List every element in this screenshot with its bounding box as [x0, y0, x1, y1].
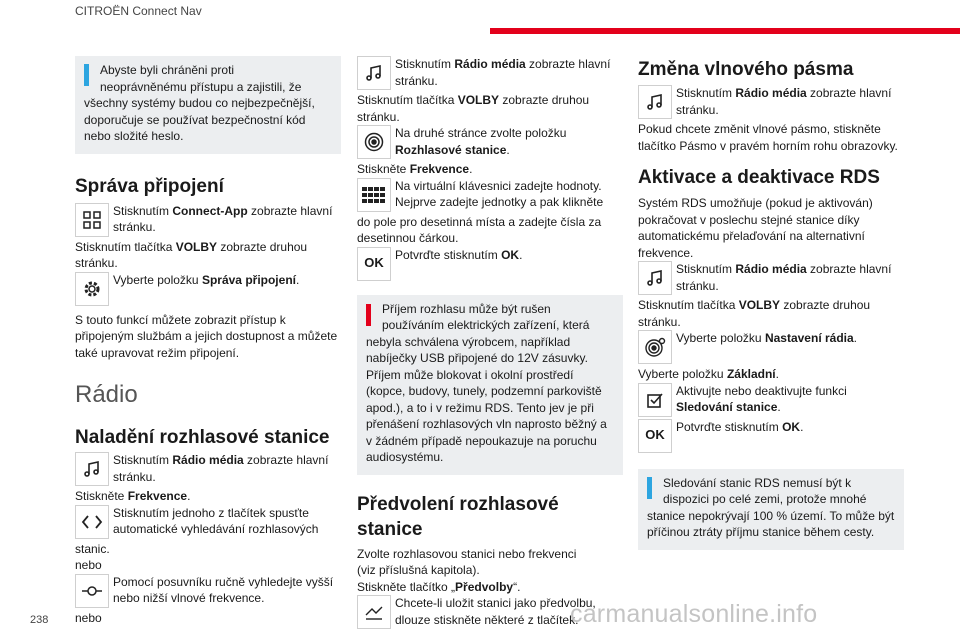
warning-note: Příjem rozhlasu může být rušen používáním elektrických zařízení, která nebyla schválena výrobcem, například nabíječky USB připojené do 12V zásuvky. Příjem může blokovat i okolní prostředí (kopce, budovy, tunely, podzemní parkoviště apod.), a to i v režimu RDS. Tento jev je při přenášení rozhlasových vln naprosto běžný a v žádném případě nepoukazuje na poruchu audiosystému. [357, 295, 623, 475]
step-ok: OK Potvrďte stisknutím OK. [357, 247, 623, 283]
heading-sprava-pripojeni: Správa připojení [75, 175, 224, 197]
watermark: carmanualsonline.info [570, 600, 818, 628]
heading-rds: Aktivace a deaktivace RDS [638, 167, 880, 188]
step-sledovani-stanice: Aktivujte nebo deaktivujte funkci Sledování stanice. [638, 383, 904, 419]
heading-zmena-pasma: Změna vlnového pásma [638, 59, 854, 80]
step-radio-media: Stisknutím Rádio média zobrazte hlavní stránku. [75, 452, 341, 488]
music-note-icon [75, 452, 109, 486]
running-header: CITROËN Connect Nav [75, 4, 202, 18]
chevrons-left-right-icon [75, 505, 109, 539]
gear-icon [75, 272, 109, 306]
apps-grid-icon [75, 203, 109, 237]
heading-naladeni: Naladění rozhlasové stanice [75, 427, 330, 448]
info-icon [84, 64, 89, 86]
info-icon [647, 477, 652, 499]
step-connect-app: Stisknutím Connect-App zobrazte hlavní stránku. [75, 203, 341, 239]
ok-icon: OK [357, 247, 391, 281]
column-1: Abyste byli chráněni proti neoprávněnému přístupu a zajistili, že všechny systémy budou co nejbezpečnější, doporučuje se používat bezpečnostní kód nebo složité heslo. Správa připojení Stisknutím Connect-App zobrazte hlavní stránku. Stisknutím tlačítka VOLBY zobrazte druhou stránku. Vyberte položku Správa připojení. S touto funkcí můžete zobrazit přístup k připojeným službám a jejich dostupnost a můžete také upravovat režim připojení. Rádio Naladění rozhlasové stanice Stisknutím Rádio média zobrazte hlavní stránku. Stiskněte Frekvence. Stisknutím jednoho z tlačítek spusťte automatické vyhledávání rozhlasových stanic. nebo Pomocí posuvníku ručně vyhledejte vyšší nebo nižší vlnové frekvence. nebo [75, 56, 341, 626]
radio-settings-icon [638, 330, 672, 364]
warning-icon [366, 304, 371, 326]
step-radio-media-3: Stisknutím Rádio média zobrazte hlavní stránku. [638, 85, 904, 121]
column-2: Stisknutím Rádio média zobrazte hlavní stránku. Stisknutím tlačítka VOLBY zobrazte druhou stránku. Na druhé stránce zvolte položku Rozhlasové stanice. Stiskněte Frekvence. Na virtuální klávesnici zadejte hodnoty. Nejprve zadejte jednotky a pak klikněte do pole pro desetinná místa a zadejte čísla za desetinnou čárkou. OK Potvrďte stisknutím OK. Příjem rozhlasu může být rušen používáním elektrických zařízení, která nebyla schválena výrobcem, například nabíječky USB připojené do 12V zásuvky. Příjem může blokovat i okolní prostředí (kopce, budovy, tunely, podzemní parkoviště apod.), a to i v režimu RDS. Tento jev je při přenášení rozhlasových vln naprosto běžný a v žádném případě nepoukazuje na poruchu audiosystému. Předvolení rozhlasové stanice Zvolte rozhlasovou stanici nebo frekvenci (viz příslušná kapitola). Stiskněte tlačítko „Předvolby“. Chcete-li uložit stanici jako předvolbu, dlouze stiskněte některé z tlačítek. [357, 56, 623, 631]
music-note-icon [638, 261, 672, 295]
step-preset-save: Chcete-li uložit stanici jako předvolbu, dlouze stiskněte některé z tlačítek. [357, 595, 623, 631]
music-note-icon [638, 85, 672, 119]
ok-icon: OK [638, 419, 672, 453]
step-slider: Pomocí posuvníku ručně vyhledejte vyšší nebo nižší vlnové frekvence. [75, 574, 341, 610]
keyboard-icon [357, 178, 391, 212]
step-ok-2: OK Potvrďte stisknutím OK. [638, 419, 904, 455]
step-auto-search: Stisknutím jednoho z tlačítek spusťte automatické vyhledávání rozhlasových [75, 505, 341, 541]
info-note: Abyste byli chráněni proti neoprávněnému přístupu a zajistili, že všechny systémy budou co nejbezpečnější, doporučuje se používat bezpečnostní kód nebo složité heslo. [75, 56, 341, 154]
step-radio-media-4: Stisknutím Rádio média zobrazte hlavní stránku. [638, 261, 904, 297]
preset-hand-icon [357, 595, 391, 629]
header-accent-bar [490, 28, 960, 34]
step-sprava-pripojeni: Vyberte položku Správa připojení. [75, 272, 341, 308]
step-nastaveni-radia: Vyberte položku Nastavení rádia. [638, 330, 904, 366]
checkbox-icon [638, 383, 672, 417]
step-keyboard: Na virtuální klávesnici zadejte hodnoty. Nejprve zadejte jednotky a pak klikněte [357, 178, 623, 214]
heading-radio: Rádio [75, 381, 138, 408]
page-number: 238 [30, 614, 49, 626]
step-rozhlasove-stanice: Na druhé stránce zvolte položku Rozhlasové stanice. [357, 125, 623, 161]
slider-icon [75, 574, 109, 608]
column-3: Změna vlnového pásma Stisknutím Rádio média zobrazte hlavní stránku. Pokud chcete změnit vlnové pásmo, stiskněte tlačítko Pásmo v pravém horním rohu obrazovky. Aktivace a deaktivace RDS Systém RDS umožňuje (pokud je aktivován) pokračovat v poslechu stejné stanice díky automatickému přelaďování na alternativní frekvence. Stisknutím Rádio média zobrazte hlavní stránku. Stisknutím tlačítka VOLBY zobrazte druhou stránku. Vyberte položku Nastavení rádia. Vyberte položku Základní. Aktivujte nebo deaktivujte funkci Sledování stanice. OK Potvrďte stisknutím OK. Sledování stanic RDS nemusí být k dispozici po celé zemi, protože mnohé stanice nepokrývají 100 % území. To může být příčinou ztráty příjmu stanice během cesty. [638, 56, 904, 550]
info-note-rds: Sledování stanic RDS nemusí být k dispozici po celé zemi, protože mnohé stanice nepokrývají 100 % území. To může být příčinou ztráty příjmu stanice během cesty. [638, 469, 904, 550]
music-note-icon [357, 56, 391, 90]
heading-predvoleni: Předvolení rozhlasové stanice [357, 493, 559, 540]
radio-signal-icon [357, 125, 391, 159]
connection-paragraph: S touto funkcí můžete zobrazit přístup k připojeným službám a jejich dostupnost a můžete také upravovat režim připojení. [75, 312, 338, 360]
step-radio-media-2: Stisknutím Rádio média zobrazte hlavní stránku. [357, 56, 623, 92]
